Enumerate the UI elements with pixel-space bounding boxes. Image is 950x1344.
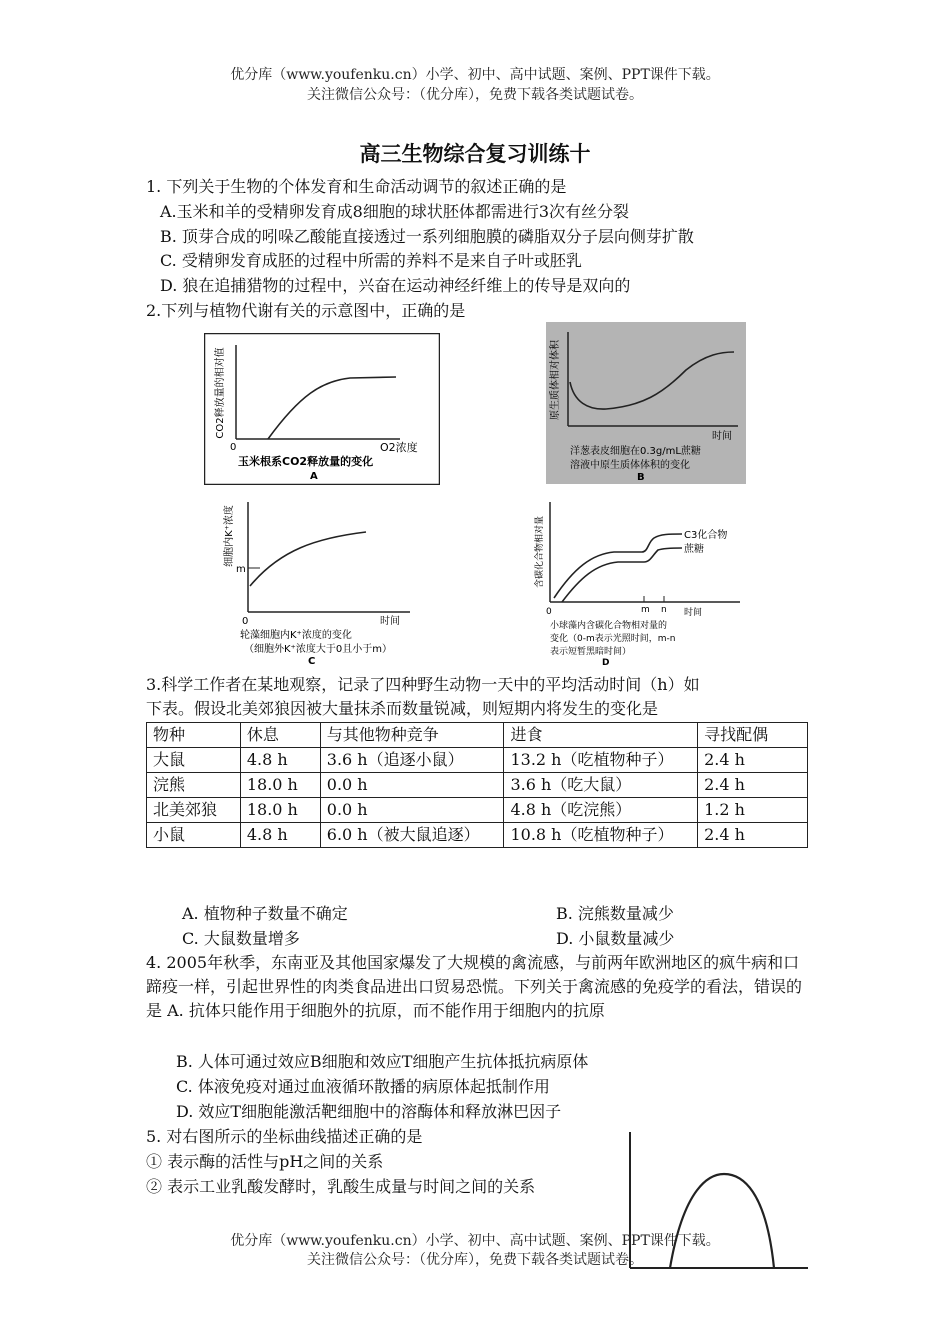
q3-stem-line-1: 3.科学工作者在某地观察，记录了四种野生动物一天中的平均活动时间（h）如 (146, 675, 700, 694)
table-row (147, 798, 808, 823)
table-cell: 13.2 h（吃植物种子） (504, 748, 698, 773)
table-row (147, 748, 808, 773)
figure-d-caption-2: 变化（0-m表示光照时间，m-n (550, 634, 676, 644)
figure-d-sucrose-curve (562, 548, 682, 602)
figure-c-ylabel: 细胞内K⁺浓度 (224, 505, 235, 567)
figure-c-origin: 0 (242, 616, 249, 627)
table-cell: 10.8 h（吃植物种子） (504, 823, 698, 848)
figure-a (204, 333, 440, 485)
q1-stem: 1. 下列关于生物的个体发育和生命活动调节的叙述正确的是 (146, 177, 567, 196)
header-line-1: 优分库（www.youfenku.cn）小学、初中、高中试题、案例、PPT课件下载。 (230, 67, 720, 83)
table-cell: 3.6 h（追逐小鼠） (320, 748, 504, 773)
figure-d-n-label: n (661, 605, 667, 615)
figure-c-xlabel: 时间 (380, 616, 400, 627)
table-cell: 2.4 h (698, 773, 808, 798)
figure-c (220, 498, 420, 666)
q5-stem: 5. 对右图所示的坐标曲线描述正确的是 (146, 1127, 423, 1146)
table-cell: 4.8 h（吃浣熊） (504, 798, 698, 823)
figure-d-caption-3: 表示短暂黑暗时间） (550, 647, 632, 657)
footer-line-1: 优分库（www.youfenku.cn）小学、初中、高中试题、案例、PPT课件下载。 (230, 1233, 720, 1249)
figure-a-origin: 0 (230, 442, 237, 453)
q1-option-d: D. 狼在追捕猎物的过程中，兴奋在运动神经纤维上的传导是双向的 (160, 276, 631, 295)
q4-option-b: B. 人体可通过效应B细胞和效应T细胞产生抗体抵抗病原体 (176, 1052, 589, 1071)
table-header-cell: 与其他物种竞争 (320, 723, 504, 748)
figure-c-curve (250, 532, 366, 586)
table-cell: 北美郊狼 (147, 798, 241, 823)
figure-a-letter: A (310, 471, 318, 482)
q4-option-d: D. 效应T细胞能激活靶细胞中的溶酶体和释放淋巴因子 (176, 1102, 562, 1121)
figure-c-caption-2: （细胞外K⁺浓度大于0且小于m） (244, 644, 392, 655)
q1-option-b: B. 顶芽合成的吲哚乙酸能直接透过一系列细胞膜的磷脂双分子层向侧芽扩散 (160, 227, 694, 246)
table-header-cell: 寻找配偶 (698, 723, 808, 748)
figure-b-xlabel: 时间 (712, 431, 732, 442)
figure-b-ylabel: 原生质体相对体积 (550, 340, 561, 420)
table-cell: 4.8 h (240, 823, 320, 848)
table-cell: 2.4 h (698, 823, 808, 848)
table-header-cell: 物种 (147, 723, 241, 748)
figure-b (546, 322, 746, 484)
figure-d-ylabel: 含碳化合物相对量 (535, 515, 545, 589)
q1-option-a: A.玉米和羊的受精卵发育成8细胞的球状胚体都需进行3次有丝分裂 (160, 202, 630, 221)
q2-stem: 2.下列与植物代谢有关的示意图中，正确的是 (146, 301, 466, 320)
figure-c-m-label: m (236, 564, 246, 575)
q3-option-d: D. 小鼠数量减少 (556, 929, 675, 948)
table-header-row (147, 723, 808, 748)
table-row (147, 823, 808, 848)
q3-option-c: C. 大鼠数量增多 (182, 929, 300, 948)
table-cell: 1.2 h (698, 798, 808, 823)
page-title: 高三生物综合复习训练十 (359, 141, 591, 166)
table-cell: 浣熊 (147, 773, 241, 798)
footer-line-2: 关注微信公众号：（优分库），免费下载各类试题试卷。 (307, 1252, 643, 1268)
q4-option-c: C. 体液免疫对通过血液循环散播的病原体起抵制作用 (176, 1077, 550, 1096)
q3-stem-line-2: 下表。假设北美郊狼因被大量抹杀而数量锐减，则短期内将发生的变化是 (146, 699, 659, 718)
table-row (147, 773, 808, 798)
table-cell: 大鼠 (147, 748, 241, 773)
figure-b-caption-2: 溶液中原生质体体积的变化 (570, 460, 690, 471)
figure-c-caption-1: 轮藻细胞内K⁺浓度的变化 (240, 630, 352, 641)
table-header-cell: 进食 (504, 723, 698, 748)
activity-table (146, 722, 808, 848)
table-cell: 18.0 h (240, 798, 320, 823)
q1-option-c: C. 受精卵发育成胚的过程中所需的养料不是来自子叶或胚乳 (160, 251, 582, 270)
figure-a-xlabel: O2浓度 (380, 441, 418, 454)
table-cell: 6.0 h（被大鼠追逐） (320, 823, 504, 848)
figure-b-caption-1: 洋葱表皮细胞在0.3g/mL蔗糖 (570, 446, 701, 457)
figure-d-origin: 0 (546, 607, 552, 617)
q5-option-1: ① 表示酶的活性与pH之间的关系 (146, 1152, 384, 1171)
figure-d-m-label: m (641, 605, 650, 615)
figure-d-letter: D (602, 658, 610, 666)
table-cell: 0.0 h (320, 773, 504, 798)
table-cell: 4.8 h (240, 748, 320, 773)
q5-option-2: ② 表示工业乳酸发酵时，乳酸生成量与时间之间的关系 (146, 1177, 536, 1196)
q3-option-a: A. 植物种子数量不确定 (182, 904, 348, 923)
figure-d-xlabel: 时间 (684, 608, 703, 618)
table-cell: 2.4 h (698, 748, 808, 773)
figure-a-caption: 玉米根系CO2释放量的变化 (238, 455, 374, 468)
table-cell: 18.0 h (240, 773, 320, 798)
q3-option-b: B. 浣熊数量减少 (556, 904, 674, 923)
figure-d (534, 498, 746, 666)
table-cell: 0.0 h (320, 798, 504, 823)
figure-d-series-c3: C3化合物 (684, 530, 728, 541)
table-cell: 3.6 h（吃大鼠） (504, 773, 698, 798)
table-header-cell: 休息 (240, 723, 320, 748)
figure-a-ylabel: CO2释放量的相对值 (215, 347, 226, 439)
q4-stem: 4. 2005年秋季，东南亚及其他国家爆发了大规模的禽流感，与前两年欧洲地区的疯牛病和口蹄疫一样，引起世界性的肉类食品进出口贸易恐慌。下列关于禽流感的免疫学的看法，错误的是 A. 抗体只能作用于细胞外的抗原，而不能作用于细胞内的抗原 (146, 953, 803, 1020)
table-cell: 小鼠 (147, 823, 241, 848)
figure-b-letter: B (637, 472, 645, 483)
figure-c-letter: C (308, 656, 316, 666)
figure-d-series-sucrose: 蔗糖 (684, 544, 704, 555)
header-line-2: 关注微信公众号：（优分库），免费下载各类试题试卷。 (307, 87, 643, 103)
figure-d-caption-1: 小球藻内含碳化合物相对量的 (550, 621, 668, 631)
